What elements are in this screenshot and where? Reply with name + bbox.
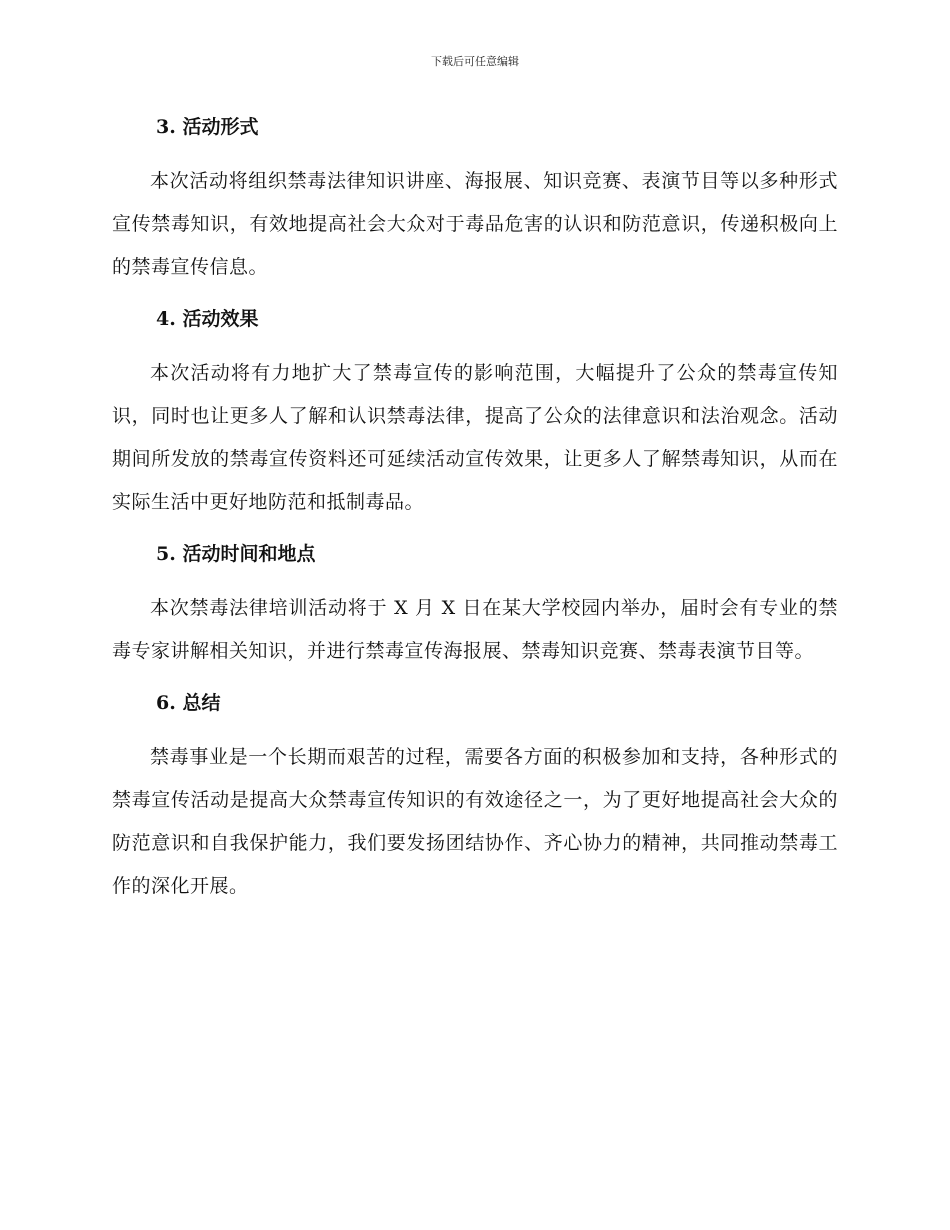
section-paragraph: 本次禁毒法律培训活动将于 X 月 X 日在某大学校园内举办，届时会有专业的禁毒专家讲解相关知识，并进行禁毒宣传海报展、禁毒知识竞赛、禁毒表演节目等。 — [112, 597, 838, 662]
section-heading: 4. 活动效果 — [156, 308, 259, 330]
section-paragraph: 禁毒事业是一个长期而艰苦的过程，需要各方面的积极参加和支持，各种形式的禁毒宣传活动是提高大众禁毒宣传知识的有效途径之一，为了更好地提高社会大众的防范意识和自我保护能力，我们要发扬团结协作、齐心协力的精神，共同推动禁毒工作的深化开展。 — [112, 746, 838, 897]
section-activity-format — [112, 108, 838, 289]
section-summary — [112, 684, 838, 908]
section-heading: 5. 活动时间和地点 — [156, 543, 316, 565]
section-activity-effect — [112, 300, 838, 524]
section-heading: 6. 总结 — [156, 692, 221, 714]
document-body — [112, 108, 838, 919]
section-paragraph: 本次活动将有力地扩大了禁毒宣传的影响范围，大幅提升了公众的禁毒宣传知识，同时也让更多人了解和认识禁毒法律，提高了公众的法律意识和法治观念。活动期间所发放的禁毒宣传资料还可延续活动宣传效果，让更多人了解禁毒知识，从而在实际生活中更好地防范和抵制毒品。 — [112, 362, 838, 513]
page-header: 下载后可任意编辑 — [431, 55, 519, 68]
section-paragraph: 本次活动将组织禁毒法律知识讲座、海报展、知识竞赛、表演节目等以多种形式宣传禁毒知识，有效地提高社会大众对于毒品危害的认识和防范意识，传递积极向上的禁毒宣传信息。 — [112, 170, 838, 278]
section-time-and-place — [112, 535, 838, 673]
section-heading: 3. 活动形式 — [156, 116, 259, 138]
